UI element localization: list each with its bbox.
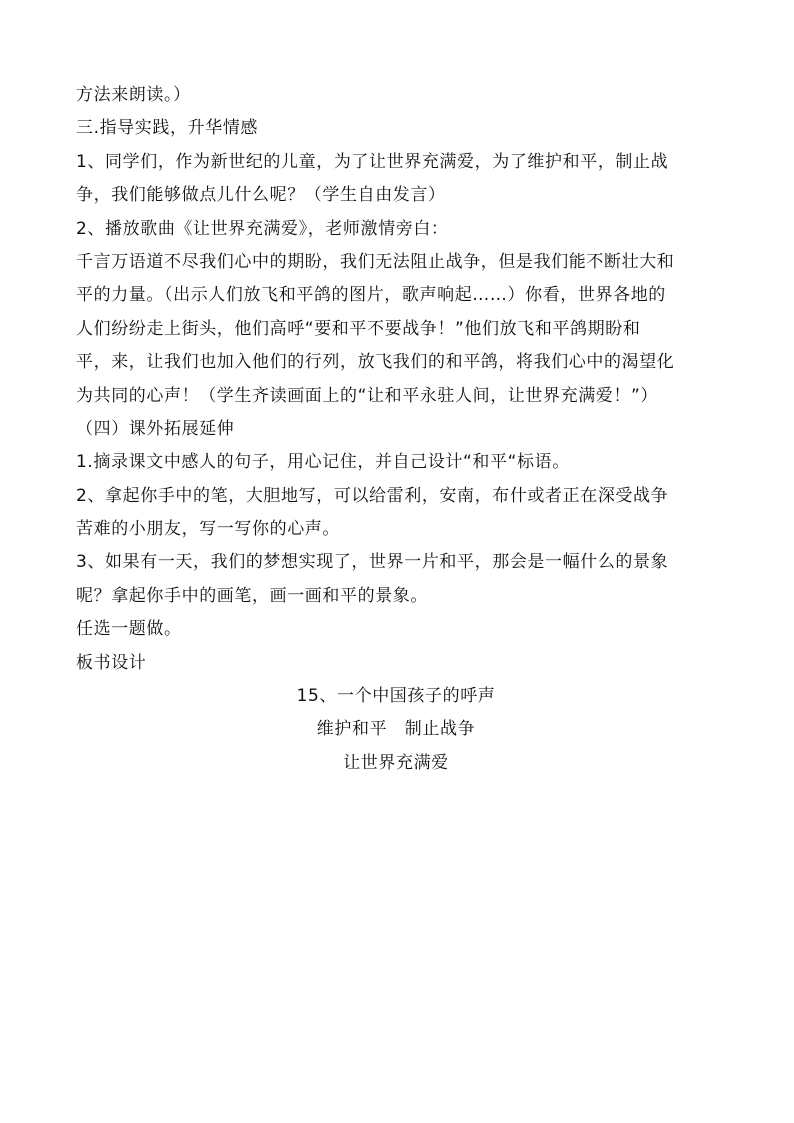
section-heading: 板书设计 [76, 652, 147, 673]
text-line: 任选一题做。 [76, 619, 182, 640]
text-line: 平，来，让我们也加入他们的行列，放飞我们的和平鸽，将我们心中的渴望化 [76, 352, 675, 373]
text-line: 1、同学们，作为新世纪的儿童，为了让世界充满爱，为了维护和平，制止战 [76, 151, 669, 172]
board-line: 维护和平 制止战争 [316, 719, 476, 740]
board-title: 15、一个中国孩子的呼声 [296, 686, 496, 707]
text-line: 千言万语道不尽我们心中的期盼，我们无法阻止战争，但是我们能不断壮大和 [76, 251, 675, 272]
section-heading: 三.指导实践，升华情感 [76, 118, 259, 139]
document-body [76, 79, 716, 780]
text-line: 3、如果有一天，我们的梦想实现了，世界一片和平，那会是一幅什么的景象 [76, 552, 669, 573]
section-heading: （四）课外拓展延伸 [76, 418, 235, 439]
text-line: 争，我们能够做点儿什么呢？（学生自由发言） [76, 185, 446, 206]
text-line: 2、播放歌曲《让世界充满爱》，老师激情旁白： [76, 218, 449, 239]
text-line: 平的力量。（出示人们放飞和平鸽的图片，歌声响起……）你看，世界各地的 [76, 285, 666, 306]
board-line: 让世界充满爱 [343, 752, 449, 773]
text-line: 2、拿起你手中的笔，大胆地写，可以给雷利，安南，布什或者正在深受战争 [76, 485, 669, 506]
text-line: 方法来朗读。） [76, 85, 191, 105]
text-line: 苦难的小朋友，写一写你的心声。 [76, 519, 340, 540]
text-line: 呢？拿起你手中的画笔，画一画和平的景象。 [76, 585, 428, 606]
text-line: 人们纷纷走上街头，他们高呼“要和平不要战争！”他们放飞和平鸽期盼和 [76, 318, 641, 339]
text-line: 1.摘录课文中感人的句子，用心记住，并自己设计“和平“标语。 [76, 452, 570, 473]
text-line: 为共同的心声！（学生齐读画面上的“让和平永驻人间，让世界充满爱！”） [76, 385, 659, 406]
